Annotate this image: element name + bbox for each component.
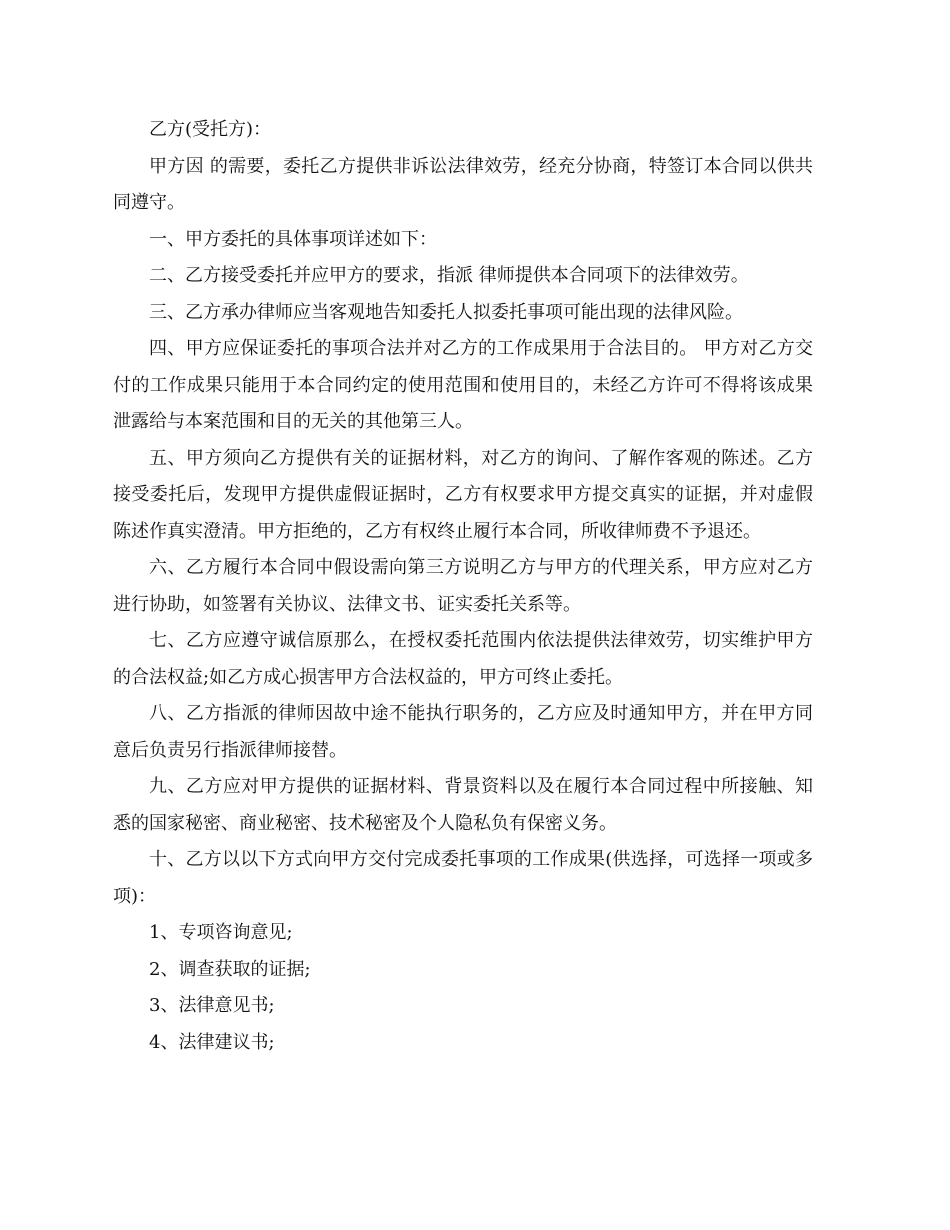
- clause-6: 六、乙方履行本合同中假设需向第三方说明乙方与甲方的代理关系，甲方应对乙方进行协助，如签署有关协议、法律文书、证实委托关系等。: [113, 557, 813, 615]
- deliverable-item-2: 2、调查获取的证据;: [149, 958, 311, 980]
- clause-7: 七、乙方应遵守诚信原那么，在授权委托范围内依法提供法律效劳，切实维护甲方的合法权益;如乙方成心损害甲方合法权益的，甲方可终止委托。: [113, 630, 813, 688]
- clause-5: 五、甲方须向乙方提供有关的证据材料，对乙方的询问、了解作客观的陈述。乙方接受委托后，发现甲方提供虚假证据时，乙方有权要求甲方提交真实的证据，并对虚假陈述作真实澄清。甲方拒绝的，乙方有权终止履行本合同，所收律师费不予退还。: [113, 447, 813, 542]
- deliverable-item-4: 4、法律建议书;: [149, 1031, 275, 1053]
- document-body: [113, 112, 813, 1061]
- clause-2: 二、乙方接受委托并应甲方的要求，指派 律师提供本合同项下的法律效劳。: [149, 265, 749, 286]
- preamble-paragraph: 甲方因 的需要，委托乙方提供非诉讼法律效劳，经充分协商，特签订本合同以供共同遵守。: [113, 155, 813, 213]
- deliverable-item-3: 3、法律意见书;: [149, 995, 275, 1016]
- clause-1: 一、甲方委托的具体事项详述如下：: [149, 228, 437, 250]
- clause-10: 十、乙方以以下方式向甲方交付完成委托事项的工作成果(供选择，可选择一项或多项)：: [113, 849, 813, 907]
- party-b-line: 乙方(受托方)：: [149, 119, 272, 140]
- clause-4: 四、甲方应保证委托的事项合法并对乙方的工作成果用于合法目的。 甲方对乙方交付的工作成果只能用于本合同约定的使用范围和使用目的，未经乙方许可不得将该成果泄露给与本案范围和目的无关的其他第三人。: [113, 338, 813, 432]
- clause-8: 八、乙方指派的律师因故中途不能执行职务的，乙方应及时通知甲方，并在甲方同意后负责另行指派律师接替。: [113, 703, 813, 761]
- deliverable-item-1: 1、专项咨询意见;: [149, 922, 293, 943]
- clause-3: 三、乙方承办律师应当客观地告知委托人拟委托事项可能出现的法律风险。: [149, 301, 743, 323]
- clause-9: 九、乙方应对甲方提供的证据材料、背景资料以及在履行本合同过程中所接触、知悉的国家秘密、商业秘密、技术秘密及个人隐私负有保密义务。: [113, 776, 813, 834]
